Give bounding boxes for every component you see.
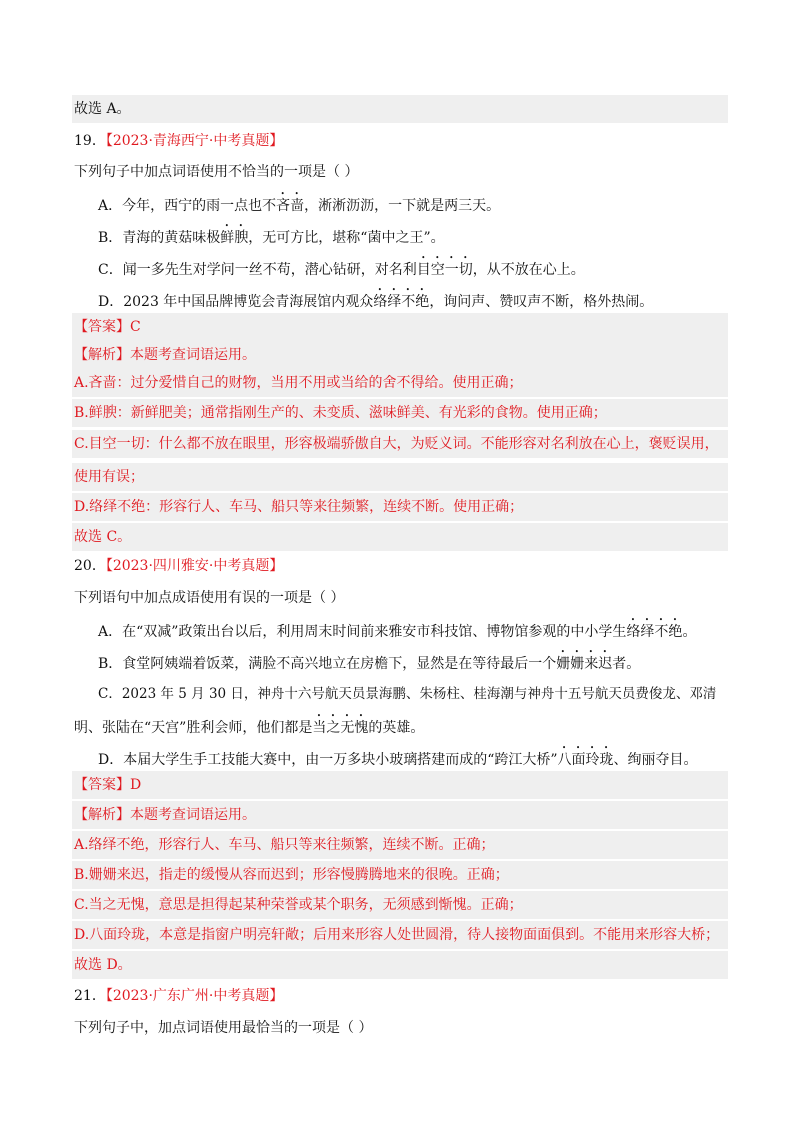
q21-source: 【2023·广东广州·中考真题】: [105, 988, 284, 1004]
q19-source: 【2023·青海西宁·中考真题】: [105, 133, 284, 149]
q19-analysis-intro: 【解析】本题考查词语运用。: [72, 341, 728, 369]
emphasized-word: 鲜腴: [220, 230, 249, 246]
emphasized-word: 八面玲珑: [557, 752, 614, 768]
q19-analysis-c-cont: 使用有误；: [72, 463, 728, 491]
q21-stem: 下列句子中，加点词语使用最恰当的一项是（ ）: [74, 1020, 373, 1036]
emphasized-word: 当之无愧: [312, 720, 369, 736]
q20-analysis-intro: 【解析】本题考查词语运用。: [72, 801, 728, 829]
q19-stem: 下列句子中加点词语使用不恰当的一项是（ ）: [74, 164, 359, 180]
q19-option-d: D．2023 年中国品牌博览会青海展馆内观众络绎不绝，询问声、赞叹声不断，格外热闹。: [98, 294, 654, 310]
q19-option-c: C．闻一多先生对学问一丝不苟，潜心钻研，对名利目空一切，从不放在心上。: [98, 262, 585, 278]
q20-number: 20．: [74, 558, 106, 574]
q19-analysis-c: C.目空一切：什么都不放在眼里，形容极端骄傲自大，为贬义词。不能形容对名利放在心上，褒贬误用，: [72, 430, 728, 458]
emphasized-word: 吝啬: [276, 198, 305, 214]
q19-option-a: A．今年，西宁的雨一点也不吝啬，淅淅沥沥，一下就是两三天。: [98, 198, 501, 214]
emphasized-word: 目空一切: [416, 262, 473, 278]
emphasized-word: 络绎不绝: [626, 624, 683, 640]
q20-header: [74, 552, 728, 580]
q18-conclusion: 故选 A。: [72, 95, 728, 123]
q20-option-d: D．本届大学生手工技能大赛中，由一万多块小玻璃搭建而成的“跨江大桥”八面玲珑、绚丽夺目。: [98, 752, 698, 768]
q20-option-b: B．食堂阿姨端着饭菜，满脸不高兴地立在房檐下，显然是在等待最后一个姗姗来迟者。: [98, 656, 641, 672]
q19-number: 19．: [74, 133, 106, 149]
q21-header: [74, 982, 728, 1010]
q21-number: 21．: [74, 988, 106, 1004]
q19-answer: 【答案】C: [72, 313, 728, 341]
q20-analysis-b: B.姗姗来迟，指走的缓慢从容而迟到；形容慢腾腾地来的很晚。正确；: [72, 861, 728, 889]
q19-header: [74, 127, 728, 155]
q20-source: 【2023·四川雅安·中考真题】: [105, 558, 284, 574]
q19-option-b: B．青海的黄菇味极鲜腴，无可方比，堪称“菌中之王”。: [98, 230, 445, 246]
q19-conclusion: 故选 C。: [72, 523, 728, 551]
emphasized-word: 姗姗来迟: [556, 656, 613, 672]
q19-analysis-a: A.吝啬：过分爱惜自己的财物，当用不用或当给的舍不得给。使用正确；: [72, 369, 728, 397]
q19-analysis-d: D.络绎不绝：形容行人、车马、船只等来往频繁，连续不断。使用正确；: [72, 493, 728, 521]
q20-option-a: A．在“双减”政策出台以后，利用周末时间前来雅安市科技馆、博物馆参观的中小学生络绎不绝。: [98, 624, 697, 640]
q20-analysis-a: A.络绎不绝，形容行人、车马、船只等来往频繁，连续不断。正确；: [72, 831, 728, 859]
q19-analysis-b: B.鲜腴：新鲜肥美；通常指刚生产的、未变质、滋味鲜美、有光彩的食物。使用正确；: [72, 399, 728, 427]
q20-stem: 下列语句中加点成语使用有误的一项是（ ）: [74, 590, 345, 606]
q20-conclusion: 故选 D。: [72, 951, 728, 979]
q20-option-c-line1: C．2023 年 5 月 30 日，神舟十六号航天员景海鹏、朱杨柱、桂海潮与神舟十五号航天员费俊龙、邓清: [98, 686, 717, 702]
q20-option-c-line2: 明、张陆在“天宫”胜利会师，他们都是当之无愧的英雄。: [74, 720, 425, 736]
q20-analysis-d: D.八面玲珑，本意是指窗户明亮轩敞；后用来形容人处世圆滑，待人接物面面俱到。不能用来形容大桥；: [72, 921, 728, 949]
q20-answer: 【答案】D: [72, 771, 728, 799]
emphasized-word: 络绎不绝: [373, 294, 430, 310]
q20-analysis-c: C.当之无愧，意思是担得起某种荣誉或某个职务，无须感到惭愧。正确；: [72, 891, 728, 919]
